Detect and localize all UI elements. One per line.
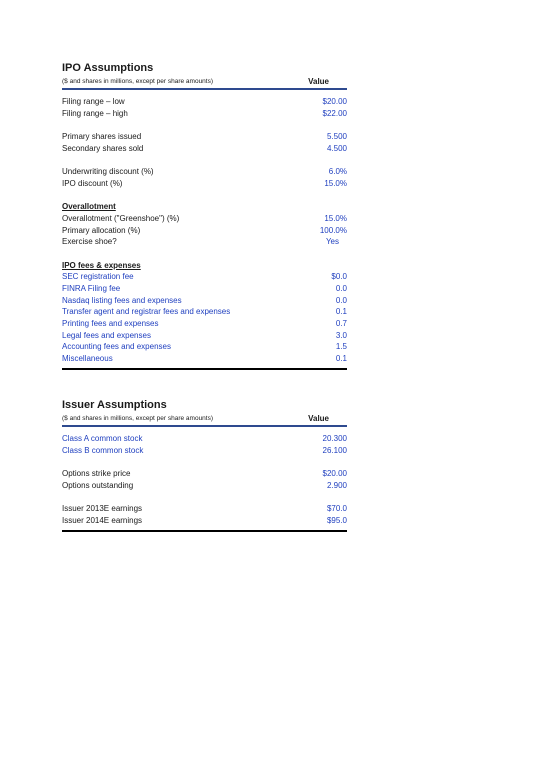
issuer-header-row [62,414,347,424]
options-strike-value[interactable]: $20.00 [322,469,347,479]
filing-range-high-value[interactable]: $22.00 [322,108,347,118]
filing-range-low-value[interactable]: $20.00 [322,97,347,106]
ipo-assumptions-section [62,61,347,370]
class-a-row [62,433,347,445]
fee-value[interactable]: 0.7 [335,319,347,329]
options-outstanding-label: Options outstanding [62,480,134,490]
fee-value[interactable]: 1.5 [335,342,347,352]
issuer-assumptions-section [62,398,347,532]
options-strike-label: Options strike price [62,469,131,479]
fee-value[interactable]: 0.0 [335,284,347,293]
secondary-shares-row [62,143,347,155]
primary-allocation-label: Primary allocation (%) [62,225,141,235]
issuer-assumptions-title: Issuer Assumptions [62,399,167,411]
options-outstanding-value[interactable]: 2.900 [326,480,347,490]
ipo-units-note: ($ and shares in millions, except per share amounts) [62,78,214,85]
filing-range-low-row [62,96,347,108]
fee-row [62,353,347,365]
fee-value[interactable]: 0.0 [335,295,347,305]
ipo-assumptions-title: IPO Assumptions [62,62,154,74]
fee-label: Nasdaq listing fees and expenses [62,295,182,305]
greenshoe-row [62,213,347,225]
exercise-shoe-label: Exercise shoe? [62,237,117,247]
fee-value[interactable]: $0.0 [331,272,347,282]
fee-value[interactable]: 0.1 [335,354,347,364]
earnings-2013-label: Issuer 2013E earnings [62,504,143,514]
earnings-2014-value[interactable]: $95.0 [326,515,347,525]
filing-range-high-label: Filing range – high [62,108,128,118]
options-strike-row [62,468,347,480]
secondary-shares-label: Secondary shares sold [62,143,144,153]
fee-label: Transfer agent and registrar fees and expenses [62,307,231,317]
fee-row [62,271,347,283]
fee-label: Legal fees and expenses [62,330,151,340]
fee-row [62,341,347,353]
greenshoe-value[interactable]: 15.0% [324,213,347,223]
earnings-2013-row [62,503,347,515]
underwriting-discount-row [62,166,347,178]
class-a-value[interactable]: 20.300 [322,434,347,443]
exercise-shoe-row [62,236,347,248]
issuer-units-note: ($ and shares in millions, except per share amounts) [62,415,214,422]
primary-shares-row [62,131,347,143]
underwriting-discount-label: Underwriting discount (%) [62,167,154,177]
ipo-discount-label: IPO discount (%) [62,178,123,188]
fee-label: SEC registration fee [62,272,134,282]
primary-shares-value[interactable]: 5.500 [326,132,347,142]
ipo-discount-row [62,178,347,190]
earnings-2014-row [62,515,347,527]
greenshoe-label: Overallotment ("Greenshoe") (%) [62,213,180,223]
primary-allocation-value[interactable]: 100.0% [319,225,347,235]
fee-row [62,306,347,318]
ipo-fees-heading: IPO fees & expenses [62,260,141,270]
fee-value[interactable]: 0.1 [335,307,347,317]
fee-row [62,330,347,342]
fee-row [62,283,347,295]
issuer-value-header: Value [308,414,329,423]
class-a-label: Class A common stock [62,434,143,443]
class-b-row [62,445,347,457]
class-b-label: Class B common stock [62,445,144,455]
ipo-discount-value[interactable]: 15.0% [324,178,347,188]
ipo-section-bottom-rule [62,368,347,370]
ipo-value-header: Value [308,77,329,86]
overallotment-heading: Overallotment [62,202,116,212]
exercise-shoe-value[interactable]: Yes [325,237,339,247]
issuer-section-bottom-rule [62,530,347,532]
fee-value[interactable]: 3.0 [335,330,347,340]
fee-label: FINRA Filing fee [62,284,121,293]
fee-label: Miscellaneous [62,354,113,364]
ipo-header-row [62,77,347,87]
fee-label: Printing fees and expenses [62,319,159,329]
primary-shares-label: Primary shares issued [62,132,142,142]
underwriting-discount-value[interactable]: 6.0% [328,167,347,177]
secondary-shares-value[interactable]: 4.500 [326,143,347,153]
options-outstanding-row [62,480,347,492]
fee-row [62,295,347,307]
earnings-2013-value[interactable]: $70.0 [326,504,347,514]
earnings-2014-label: Issuer 2014E earnings [62,515,143,525]
filing-range-low-label: Filing range – low [62,97,125,106]
fee-row [62,318,347,330]
fee-label: Accounting fees and expenses [62,342,171,352]
class-b-value[interactable]: 26.100 [322,445,347,455]
filing-range-high-row [62,108,347,120]
primary-allocation-row [62,225,347,237]
